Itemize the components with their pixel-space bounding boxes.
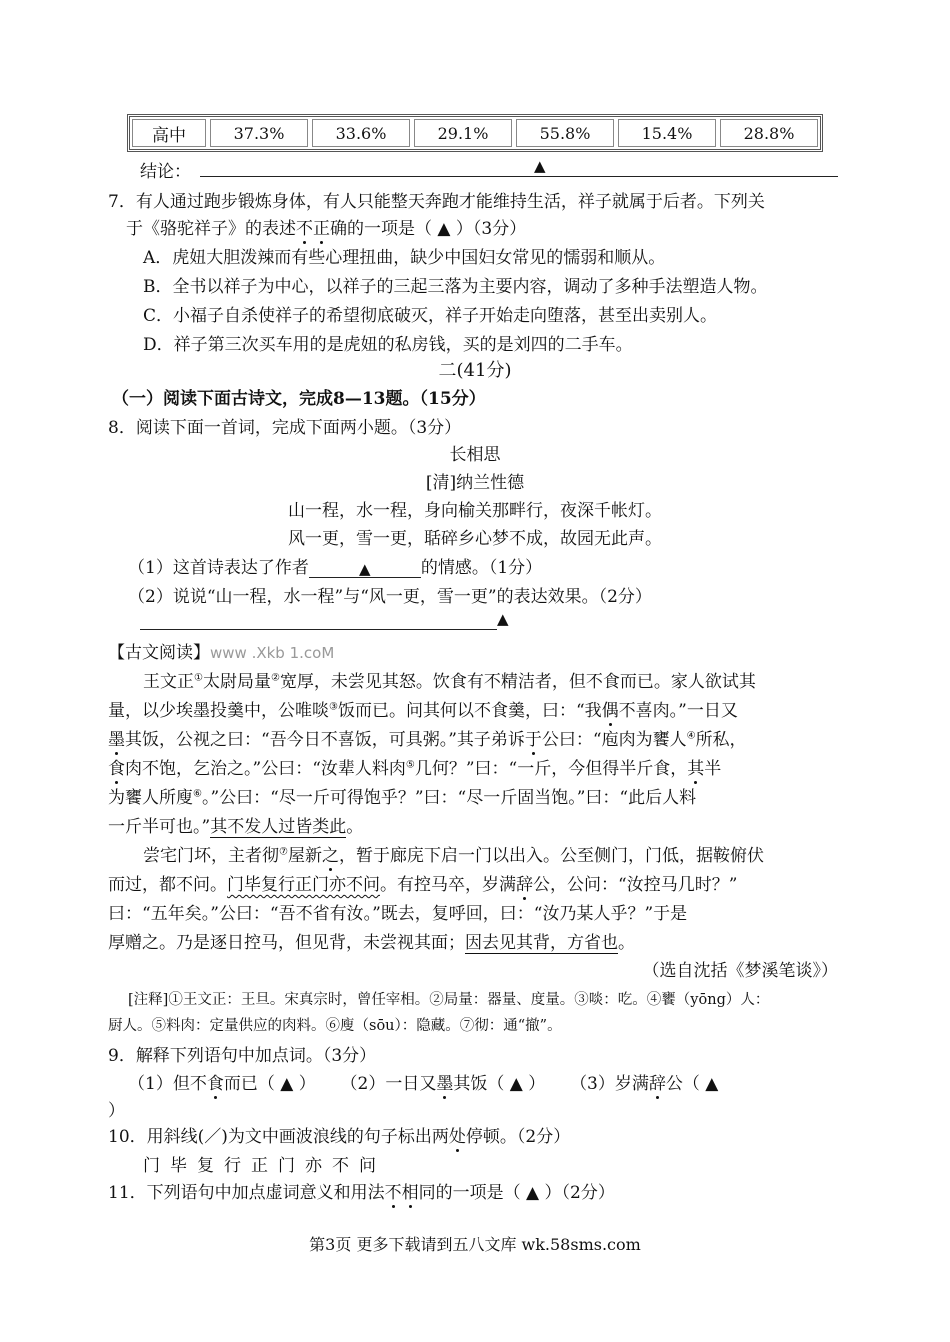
text: 宽厚，未尝见其怒。饮食有不精洁者，但不食而已。家人欲试其 [279,672,756,692]
q8-sub2: （2）说说“山一程，水一程”与“风一更，雪一更”的表达效果。（2分） [128,587,652,607]
dotted-char: 食 [108,759,125,779]
dotted-char: 正 [313,219,330,239]
classical-line [108,725,747,750]
wavy-sentence: 门毕复行正门亦不问 [227,875,380,895]
dotted-char: 不 [384,1183,402,1203]
text: ，暂于廊庑下启一门以出入。公至侧门，门低，据鞍俯伏 [338,846,764,866]
note-ref: ② [270,672,280,684]
conclusion-label: 结论： [140,162,191,182]
annotation-line: 厨人。⑤料肉：定量供应的肉料。⑥廋（sōu）：隐藏。⑦彻：通“撤”。 [108,1018,562,1034]
dotted-char: 处 [448,1127,466,1147]
table-cell: 37.3% [210,119,308,147]
text: 饭而已。问其何以不食羹，曰：“我 [337,701,602,721]
q10-sentence: 门毕复行正门亦不问 [143,1156,386,1176]
text: 。”公曰：“尽一斤可得饱乎？”曰：“尽一斤固当饱。”曰：“此后人料 [201,788,697,808]
text: 。 [618,933,635,953]
classical-line [108,928,635,953]
text: 所私， [695,730,747,750]
poem-line: 山一程，水一程，身向榆关那畔行，夜深千帐灯。 [288,501,662,521]
text: 为饔人所廋 [108,788,193,808]
q11-stem [108,1178,615,1203]
text: 公（ ▲ [665,1074,719,1094]
page-footer: 第3页 更多下载请到五八文库 wk.58sms.com [309,1235,641,1254]
table-row-label: 高中 [132,119,206,147]
data-table-row [127,114,823,152]
text: （1）但不 [128,1074,207,1094]
q8-sub1-text: 的情感。（1分） [420,558,543,578]
classical-line [108,870,737,895]
text: 10．用斜线(／)为文中画波浪线的句子标出两 [108,1127,449,1147]
answer-marker: ▲ [359,560,371,578]
dotted-char: 辞 [516,875,533,895]
note-ref: ⑦ [279,846,288,858]
q7-option-d: D．祥子第三次买车用的是虎妞的私房钱，买的是刘四的二手车。 [143,335,633,355]
poem-title: 长相思 [449,445,501,465]
text: 11．下列语句中加点虚词意义和用法 [108,1183,385,1203]
note-ref: ⑥ [193,788,202,800]
table-cell: 28.8% [720,119,818,147]
text: 王文正 [143,672,194,692]
q7-option-a: A．虎妞大胆泼辣而有些心理扭曲，缺少中国妇女常见的懦弱和顺从。 [143,248,666,268]
underlined-sentence: 因去见其背，方省也 [465,933,618,953]
q7-line1: 7．有人通过跑步锻炼身体，有人只能整天奔跑才能维持生活，祥子就属于后者。下列关 [108,192,765,212]
text: 公，公问：“汝控马几时？” [533,875,738,895]
note-ref: ③ [329,701,338,713]
classical-heading [108,638,334,663]
text: 而过，都不问。 [108,875,227,895]
dotted-char: 墨 [436,1074,454,1094]
text: 停顿。（2分） [465,1127,571,1147]
annotation-line: [注释]①王文正：王旦。宋真宗时，曾任宰相。②局量：器量、度量。③啖：吃。④饔（yōng）人： [128,992,770,1008]
text: 同的一项是（ ▲ ）（2分） [418,1183,615,1203]
q10-stem [108,1122,570,1147]
dotted-char: 其 [687,759,705,779]
classical-heading-text: 【古文阅读】 [108,643,210,663]
text: 其饭，公视之曰：“吾今日不喜饭，可具粥。”其子弟诉 [125,730,525,750]
text: 不喜肉。”一日又 [618,701,738,721]
answer-marker: ▲ [534,157,546,175]
note-ref: ⑤ [405,759,415,771]
text: 公曰：“庖肉为饔人 [541,730,687,750]
text: 屋新 [287,846,322,866]
text: 其饭（ ▲ ） [453,1074,546,1094]
q7-text: 于《骆驼祥子》的表述 [126,219,296,239]
text: 量，以少埃墨投羹中，公唯啖 [108,701,329,721]
classical-line: 曰：“五年矣。”公曰：“吾不省有汝。”既去，复呼回，曰：“汝乃某人乎？”于是 [108,904,688,924]
classical-line [108,754,721,779]
q7-option-c: C．小福子自杀使祥子的希望彻底破灭，祥子开始走向堕落，甚至出卖别人。 [143,306,718,326]
poem-author: [清]纳兰性德 [425,473,525,493]
text: （2）一日又 [340,1074,437,1094]
text: 肉不饱，乞治之。”公曰：“汝辈人料肉 [125,759,406,779]
conclusion-blank [200,176,838,177]
answer-marker: ▲ [497,610,509,628]
q8-sub1 [128,553,542,578]
text: 几何？”曰：“一斤，今但得半斤食， [414,759,688,779]
q7-text: 确的一项是（ ▲ ）（3分） [330,219,527,239]
dotted-char: 墨 [108,730,125,750]
q7-line2 [126,214,526,239]
text: 太尉局量 [202,672,271,692]
dotted-char: 之 [321,846,339,866]
section-title: 二(41分) [438,360,512,381]
q8-stem: 8．阅读下面一首词，完成下面两小题。（3分） [108,418,462,438]
dotted-char: 辞 [648,1074,666,1094]
underlined-sentence: 其不发人过皆类此 [210,817,347,837]
table-cell: 15.4% [618,119,716,147]
text: （3）岁满 [570,1074,649,1094]
text: 一斤半可也。” [108,817,211,837]
q9-items [128,1069,718,1094]
watermark: www .Xkb 1.coM [210,644,335,662]
classical-line [108,696,738,721]
q9-item3-end: ） [108,1101,125,1121]
dotted-char: 于 [524,730,542,750]
poem-line: 风一更，雪一更，聒碎乡心梦不成，故园无此声。 [288,529,662,549]
classical-line [143,667,756,692]
text: 而已（ ▲ ） [223,1074,316,1094]
answer-blank [140,629,497,630]
classical-line [108,783,696,808]
table-cell: 33.6% [312,119,410,147]
text: 半 [704,759,722,779]
dotted-char: 相 [401,1183,419,1203]
note-ref: ① [194,672,203,684]
text: 。 [346,817,364,837]
table-cell: 55.8% [516,119,614,147]
dotted-char: 食 [206,1074,224,1094]
note-ref: ④ [686,730,696,742]
source-citation: （选自沈括《梦溪笔谈》） [642,961,838,981]
classical-line [108,812,363,837]
dotted-char: 偶 [601,701,619,721]
q9-stem: 9．解释下列语句中加点词。（3分） [108,1046,377,1066]
text: 。有控马卒，岁满 [380,875,516,895]
q8-sub1-text: （1）这首诗表达了作者 [128,558,309,578]
answer-blank [309,559,421,578]
q7-option-b: B．全书以祥子为中心，以祥子的三起三落为主要内容，调动了多种手法塑造人物。 [143,277,768,297]
table-cell: 29.1% [414,119,512,147]
dotted-char: 不 [296,219,313,239]
text: 尝宅门坏，主者彻 [143,846,279,866]
part-heading: （一）阅读下面古诗文，完成8—13题。（15分） [112,389,486,409]
classical-line [143,841,764,866]
text: 厚赠之。乃是逐日控马，但见背，未尝视其面； [108,933,465,953]
